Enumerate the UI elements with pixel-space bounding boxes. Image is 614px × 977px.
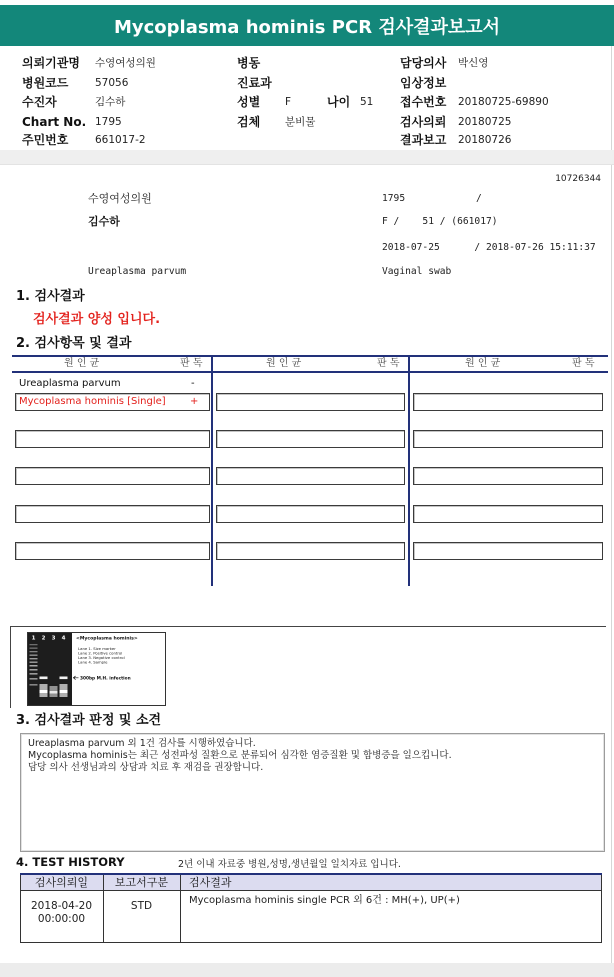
history-header-divider	[20, 890, 602, 891]
section3-title: 3. 검사결과 판정 및 소견	[16, 713, 162, 728]
empty-result-box	[216, 393, 405, 411]
empty-result-box	[216, 467, 405, 485]
record-patient: 김수하	[88, 215, 120, 228]
header-organism: 원 인 균	[465, 358, 501, 369]
report-number: 10726344	[555, 174, 601, 184]
label-chart-no: Chart No.	[22, 115, 87, 129]
record-chart-no: 1795	[382, 193, 406, 204]
report-header	[0, 5, 614, 46]
value-doctor: 박신영	[458, 57, 489, 69]
empty-result-box	[15, 467, 210, 485]
label-sex: 성별	[237, 95, 261, 109]
positive-result-text: 검사결과 양성 입니다.	[33, 312, 161, 327]
empty-result-box	[413, 542, 603, 560]
section4-title: 4. TEST HISTORY	[16, 855, 125, 869]
label-hospital-code: 병원코드	[22, 76, 69, 90]
history-cell-border	[601, 875, 602, 943]
label-specimen: 검체	[237, 115, 261, 129]
gel-lane-legend: Lane 4. Sample	[78, 659, 108, 665]
label-age: 나이	[327, 95, 351, 109]
opinion-box	[20, 733, 605, 852]
lane-number: 1	[31, 635, 36, 642]
value-hospital-code: 57056	[95, 77, 129, 89]
history-col-date: 검사의뢰일	[34, 876, 89, 889]
history-col-result: 검사결과	[189, 876, 232, 889]
lane-number: 4	[61, 635, 66, 642]
history-time: 00:00:00	[37, 913, 86, 925]
record-sex-age-id: F / 51 / (661017)	[382, 216, 498, 227]
label-resident-no: 주민번호	[22, 133, 69, 147]
header-reading: 판 독	[377, 358, 400, 369]
gel-marker-label: 300bp M.H. infection	[80, 676, 131, 682]
result-box	[15, 393, 210, 411]
table-header-rule	[12, 371, 608, 373]
report-title: Mycoplasma hominis PCR 검사결과보고서	[113, 16, 501, 38]
value-sex: F	[285, 96, 292, 108]
history-report-type: STD	[130, 900, 153, 912]
history-date: 2018-04-20	[30, 900, 93, 912]
organism-reading: +	[190, 396, 199, 407]
empty-result-box	[413, 467, 603, 485]
empty-result-box	[216, 542, 405, 560]
section-divider	[0, 150, 614, 165]
value-patient: 김수하	[95, 96, 126, 108]
empty-result-box	[413, 393, 603, 411]
page-edge-line	[611, 46, 612, 963]
empty-result-box	[216, 430, 405, 448]
record-chart-separator: /	[476, 193, 482, 204]
history-col-type: 보고서구분	[114, 876, 169, 889]
empty-result-box	[413, 505, 603, 523]
opinion-line: 담당 의사 선생님과의 상담과 치료 후 재검을 권장합니다.	[28, 762, 264, 773]
value-report-date: 20180726	[458, 134, 512, 146]
gel-lane-legend: Lane 1. Size marker	[78, 646, 116, 651]
label-report-date: 결과보고	[400, 133, 447, 147]
opinion-line: Ureaplasma parvum 외 1건 검사를 시행하였습니다.	[28, 738, 256, 749]
value-specimen: 분비물	[285, 116, 316, 128]
label-doctor: 담당의사	[400, 56, 447, 70]
gel-title: <Mycoplasma hominis>	[76, 636, 138, 642]
history-cell-border	[180, 875, 181, 943]
header-organism: 원 인 균	[64, 358, 100, 369]
history-note: 2년 이내 자료중 병원,성명,생년월일 일치자료 입니다.	[178, 859, 401, 870]
section2-title: 2. 검사항목 및 결과	[16, 336, 132, 351]
value-institution: 수영여성의원	[95, 57, 156, 69]
table-column-rule	[211, 355, 213, 586]
value-chart-no: 1795	[95, 116, 122, 128]
label-patient: 수진자	[22, 95, 57, 109]
organism-reading: -	[191, 378, 195, 389]
page-footer-band	[0, 963, 614, 977]
table-top-rule	[12, 355, 608, 357]
history-result: Mycoplasma hominis single PCR 외 6건 : MH(+), UP(+)	[189, 895, 460, 906]
value-request-date: 20180725	[458, 116, 512, 128]
header-reading: 판 독	[572, 358, 595, 369]
label-department: 진료과	[237, 76, 272, 90]
gel-lane-legend: Lane 2. Positive control	[78, 650, 123, 656]
record-test-item: Ureaplasma parvum	[88, 266, 187, 277]
value-age: 51	[360, 96, 374, 108]
history-bottom-border	[20, 942, 602, 943]
table-column-rule	[408, 355, 410, 586]
record-specimen: Vaginal swab	[382, 266, 452, 277]
empty-result-box	[15, 430, 210, 448]
header-reading: 판 독	[180, 358, 203, 369]
value-resident-no: 661017-2	[95, 134, 146, 146]
opinion-line: Mycoplasma hominis는 최근 성전파성 질환으로 분류되어 심각한 염증질환 및 합병증을 일으킵니다.	[28, 750, 452, 761]
organism-name: Mycoplasma hominis [Single]	[19, 396, 166, 407]
label-institution: 의뢰기관명	[22, 56, 80, 70]
value-receipt-no: 20180725-69890	[458, 96, 549, 108]
record-hospital: 수영여성의원	[88, 192, 152, 205]
lane-number: 3	[51, 635, 56, 642]
organism-name: Ureaplasma parvum	[19, 378, 121, 389]
empty-result-box	[413, 430, 603, 448]
empty-result-box	[15, 505, 210, 523]
empty-result-box	[15, 542, 210, 560]
section1-title: 1. 검사결과	[16, 289, 85, 304]
record-dates: 2018-07-25 / 2018-07-26 15:11:37	[382, 242, 596, 253]
label-request-date: 검사의뢰	[400, 115, 447, 129]
label-clinical-info: 임상정보	[400, 76, 447, 90]
label-ward: 병동	[237, 56, 261, 70]
gel-electrophoresis-image	[27, 632, 166, 706]
empty-result-box	[216, 505, 405, 523]
header-organism: 원 인 균	[266, 358, 302, 369]
lane-number: 2	[41, 635, 46, 642]
label-receipt-no: 접수번호	[400, 95, 447, 109]
gel-lane-legend: Lane 3. Negative control	[78, 655, 125, 660]
